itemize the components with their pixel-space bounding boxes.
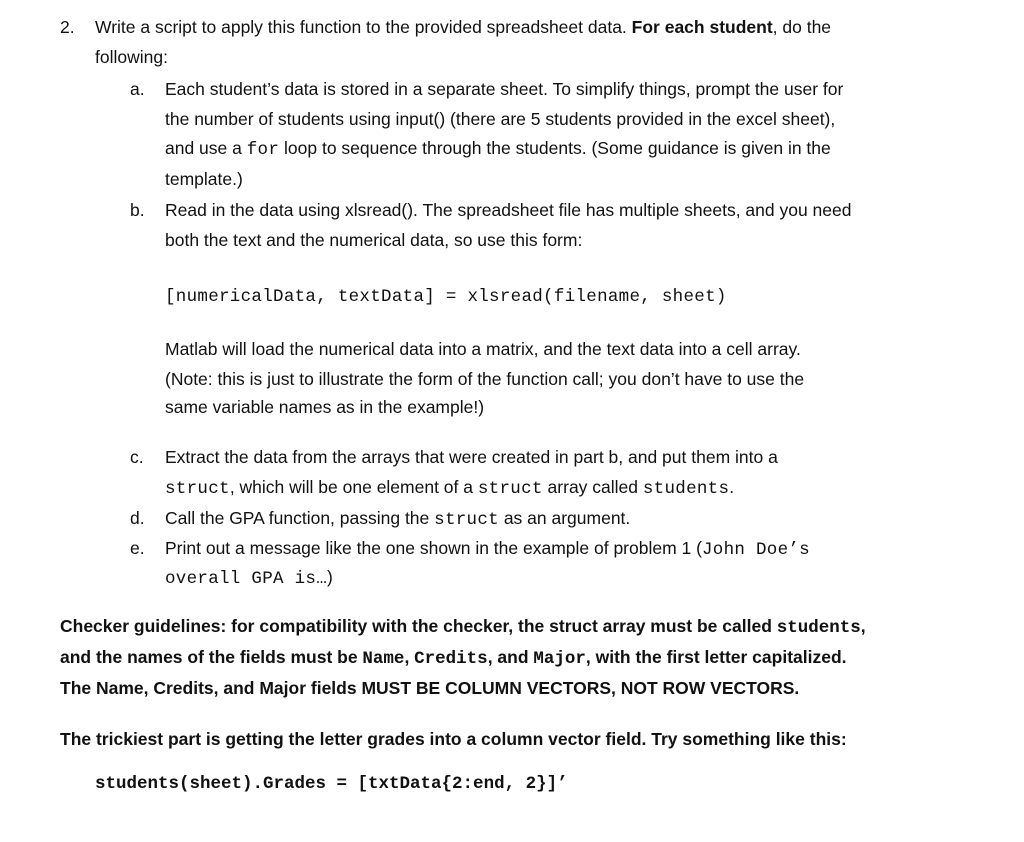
item-b-line1: Read in the data using xlsread(). The spreadsheet file has multiple sheets, and you need [165, 200, 852, 220]
item-c-marker: c. [130, 447, 144, 467]
item-b-note-line1: Matlab will load the numerical data into a matrix, and the text data into a cell array. [165, 339, 801, 359]
item-d-marker: d. [130, 508, 145, 528]
xlsread-code-example: [numericalData, textData] = xlsread(filename, sheet) [165, 287, 727, 307]
item-d-line: Call the GPA function, passing the struct as an argument. [165, 508, 631, 530]
item-e-marker: e. [130, 538, 145, 558]
item-a-line2: the number of students using input() (there are 5 students provided in the excel sheet), [165, 109, 836, 129]
item-b-line2: both the text and the numerical data, so use this form: [165, 230, 583, 250]
item-b-note-line3: same variable names as in the example!) [165, 397, 485, 417]
checker-guidelines-line2: and the names of the fields must be Name, Credits, and Major, with the first letter capitalized. [60, 647, 847, 669]
item-a-line1: Each student’s data is stored in a separate sheet. To simplify things, prompt the user for [165, 79, 844, 99]
checker-guidelines-line3: The Name, Credits, and Major fields MUST BE COLUMN VECTORS, NOT ROW VECTORS. [60, 678, 800, 698]
item-a-marker: a. [130, 79, 145, 99]
question-intro-line1: Write a script to apply this function to the provided spreadsheet data. For each student, do the [95, 17, 832, 37]
item-e-line2: overall GPA is…) [165, 567, 333, 589]
item-a-line4: template.) [165, 169, 243, 189]
question-intro-line2: following: [95, 47, 168, 67]
item-c-line1: Extract the data from the arrays that were created in part b, and put them into a [165, 447, 778, 467]
item-c-line2: struct, which will be one element of a struct array called students. [165, 477, 735, 499]
trickiest-part-note: The trickiest part is getting the letter grades into a column vector field. Try something like this: [60, 729, 847, 749]
question-number: 2. [60, 17, 75, 37]
item-e-line1: Print out a message like the one shown in the example of problem 1 (John Doe’s [165, 538, 810, 560]
item-b-note-line2: (Note: this is just to illustrate the form of the function call; you don’t have to use the [165, 369, 805, 389]
checker-guidelines-line1: Checker guidelines: for compatibility with the checker, the struct array must be called students, [60, 616, 866, 638]
grades-code-example: students(sheet).Grades = [txtData{2:end, 2}]’ [95, 774, 568, 794]
item-b-marker: b. [130, 200, 145, 220]
item-a-line3: and use a for loop to sequence through the students. (Some guidance is given in the [165, 138, 831, 160]
